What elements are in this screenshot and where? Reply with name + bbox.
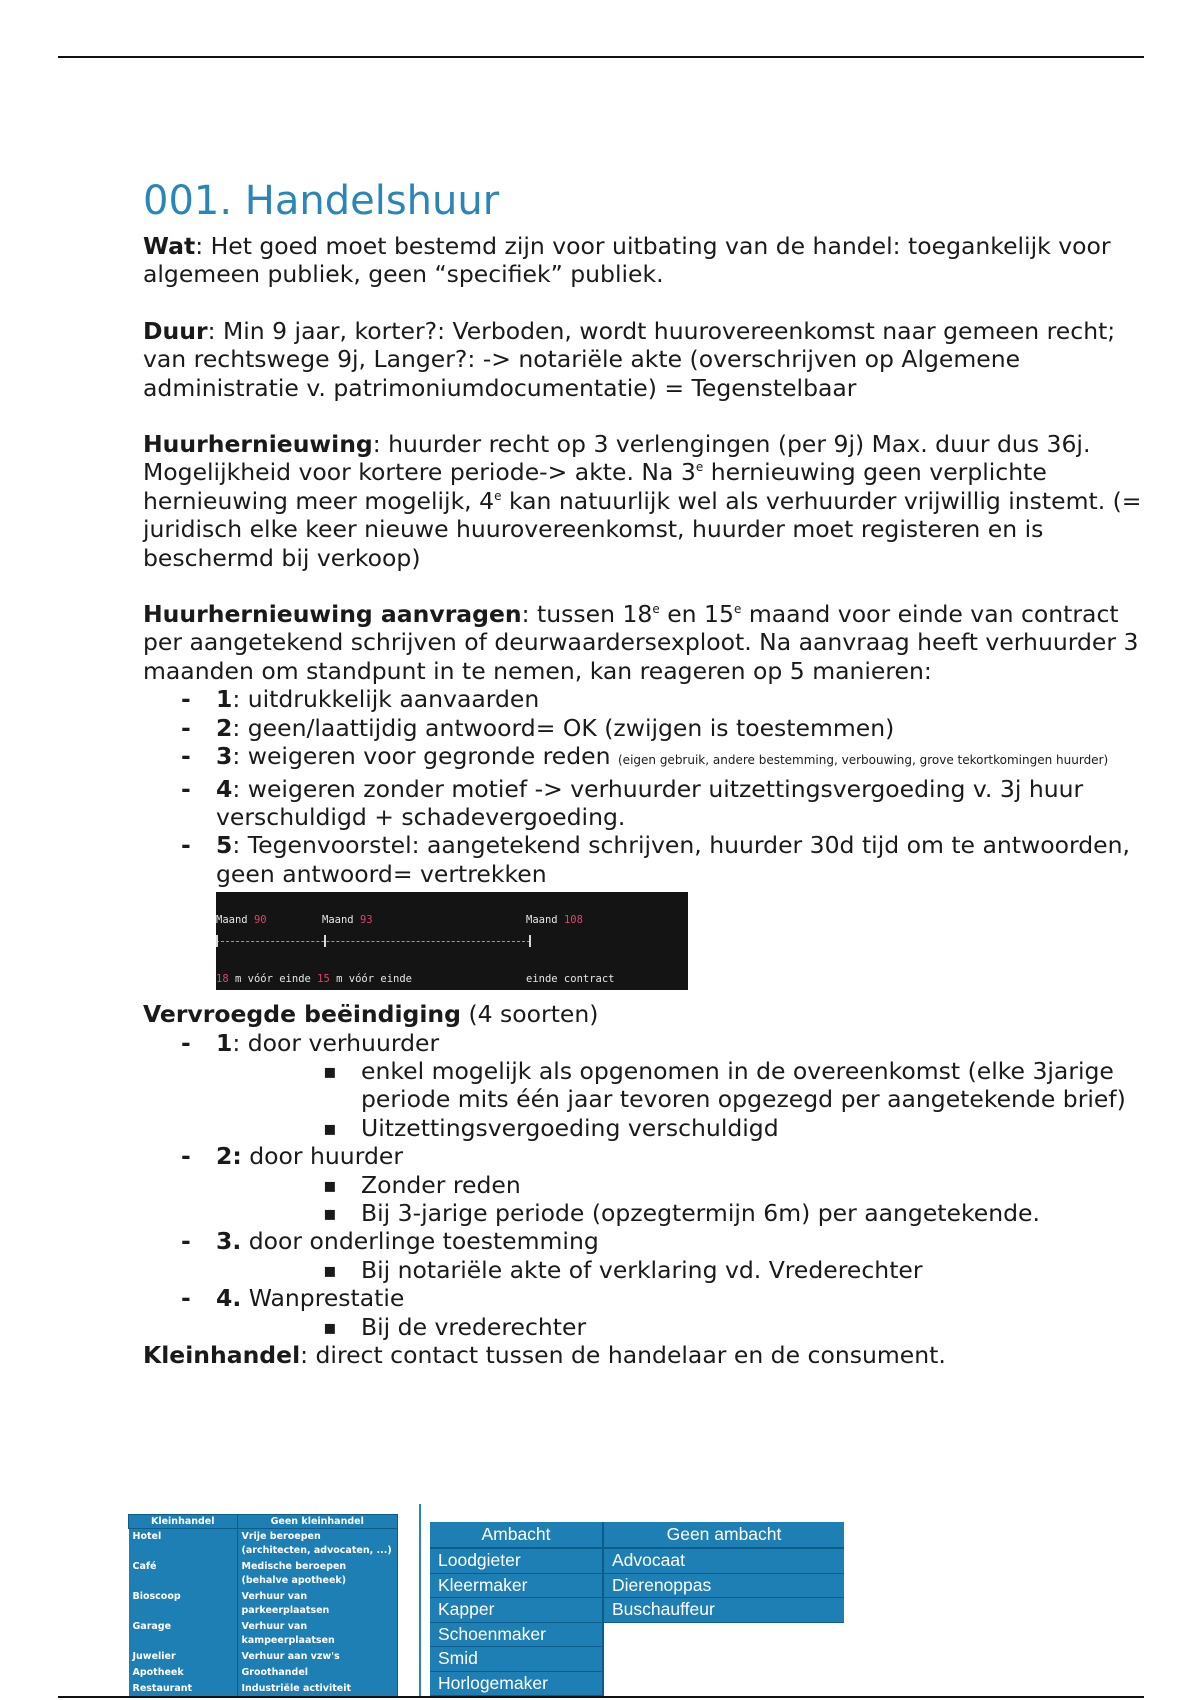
timeline-month-2: Maand 93 xyxy=(322,914,373,927)
superscript: e xyxy=(733,602,742,617)
table-row xyxy=(129,1649,398,1665)
table-row xyxy=(430,1598,844,1623)
termination-list xyxy=(143,1227,1143,1255)
table-row xyxy=(430,1647,844,1672)
table-cell: Café xyxy=(129,1559,238,1589)
list-item xyxy=(143,685,1143,713)
table-cell xyxy=(603,1647,844,1672)
column-divider xyxy=(419,1504,421,1698)
item-text: : door verhuurder xyxy=(232,1028,440,1057)
list-item xyxy=(143,1227,1143,1255)
table-cell: Horlogemaker xyxy=(430,1671,603,1696)
aanvragen-text-a: : tussen 18 xyxy=(521,600,653,629)
table-cell: Medische beroepen (behalve apotheek) xyxy=(237,1559,398,1589)
table-cell: Advocaat xyxy=(603,1548,844,1573)
item-text: : uitdrukkelijk aanvaarden xyxy=(232,685,540,714)
table-cell: Verhuur van parkeerplaatsen xyxy=(237,1589,398,1619)
item-number: 4. xyxy=(216,1284,242,1313)
vervroegde-suffix: (4 soorten) xyxy=(460,1000,599,1029)
table-cell: Garage xyxy=(129,1619,238,1649)
table-row xyxy=(430,1548,844,1573)
duur-text: : Min 9 jaar, korter?: Verboden, wordt huurovereenkomst naar gemeen recht; van rechtswege 9j, Langer?: -> notariële akte (overschrijven op Algemene administratie v. patrimoniumdocumentatie) = Tegenstelbaar xyxy=(143,316,1116,402)
termination-list xyxy=(143,1284,1143,1312)
termination-list xyxy=(143,1029,1143,1057)
top-rule xyxy=(58,56,1144,58)
wat-paragraph xyxy=(143,232,1143,289)
table-cell: Hotel xyxy=(129,1529,238,1560)
table-cell: Groothandel xyxy=(237,1665,398,1681)
item-number: 3 xyxy=(216,742,233,771)
item-text: door huurder xyxy=(241,1142,403,1171)
item-number: 1 xyxy=(216,1028,233,1057)
list-item xyxy=(143,1142,1143,1170)
superscript: e xyxy=(494,488,502,503)
timeline-tick xyxy=(216,935,218,947)
item-number: 2 xyxy=(216,713,233,742)
table-cell: Loodgieter xyxy=(430,1548,603,1573)
list-item xyxy=(143,742,1143,774)
sub-item: ▪ Zonder reden xyxy=(143,1171,1143,1199)
timeline-tick xyxy=(324,935,326,947)
hernieuwing-text-c: kan natuurlijk wel als verhuurder vrijwillig instemt. (= juridisch elke keer nieuwe huurovereenkomst, huurder moet registeren en is beschermd bij verkoop) xyxy=(143,486,1142,572)
item-text: : geen/laattijdig antwoord= OK (zwijgen is toestemmen) xyxy=(232,713,895,742)
wat-text: : Het goed moet bestemd zijn voor uitbating van de handel: toegankelijk voor algemeen publiek, geen “specifiek” publiek. xyxy=(143,232,1111,289)
sub-item: ▪ enkel mogelijk als opgenomen in de overeenkomst (elke 3jarige periode mits één jaar tevoren opgezegd per aangetekende brief) xyxy=(143,1057,1143,1114)
timeline-bottom-2: einde contract xyxy=(526,973,615,986)
table-cell: Bioscoop xyxy=(129,1589,238,1619)
table-row xyxy=(430,1622,844,1647)
item-number: 5 xyxy=(216,831,233,860)
table-cell: Restaurant xyxy=(129,1681,238,1697)
superscript: e xyxy=(695,460,704,475)
table-row xyxy=(430,1573,844,1598)
timeline-month-3: Maand 108 xyxy=(526,914,583,927)
sub-list xyxy=(143,1057,1143,1142)
table-header: Kleinhandel xyxy=(129,1515,238,1529)
timeline-month-1: Maand 90 xyxy=(216,914,267,927)
table-header: Geen kleinhandel xyxy=(237,1515,398,1529)
item-text: : Tegenvoorstel: aangetekend schrijven, huurder 30d tijd om te antwoorden, geen antwoord= vertrekken xyxy=(216,831,1130,888)
page-title: 001. Handelshuur xyxy=(143,178,500,224)
table-row xyxy=(129,1559,398,1589)
list-item xyxy=(143,775,1143,832)
wat-label: Wat xyxy=(143,232,196,260)
sub-list xyxy=(143,1171,1143,1228)
aanvragen-text-c: maand voor einde van contract per aangetekend schrijven of deurwaardersexploot. Na aanvraag heeft verhuurder 3 maanden om standpunt in te nemen, kan reageren op 5 manieren: xyxy=(143,600,1139,685)
list-item xyxy=(143,1284,1143,1312)
kleinhandel-label: Kleinhandel xyxy=(143,1341,301,1369)
table-header: Geen ambacht xyxy=(603,1522,844,1548)
item-text: : weigeren zonder motief -> verhuurder uitzettingsvergoeding v. 3j huur verschuldigd + schadevergoeding. xyxy=(216,774,1084,831)
sub-item: ▪ Bij 3-jarige periode (opzegtermijn 6m) per aangetekende. xyxy=(143,1199,1143,1227)
item-number: 2: xyxy=(216,1142,242,1171)
aanvragen-paragraph xyxy=(143,600,1143,685)
item-number: 1 xyxy=(216,685,233,714)
hernieuwing-text-a: : huurder recht op 3 verlengingen (per 9j) Max. duur dus 36j. Mogelijkheid voor kortere periode-> akte. Na 3 xyxy=(143,430,1091,487)
hernieuwing-paragraph xyxy=(143,430,1143,572)
table-cell: Industriële activiteit xyxy=(237,1681,398,1697)
kleinhandel-paragraph xyxy=(143,1341,1143,1369)
sub-item: ▪ Uitzettingsvergoeding verschuldigd xyxy=(143,1114,1143,1142)
superscript: e xyxy=(652,602,660,617)
list-item xyxy=(143,831,1143,888)
sub-item: ▪ Bij de vrederechter xyxy=(143,1313,1143,1341)
table-cell: Juwelier xyxy=(129,1649,238,1665)
termination-list xyxy=(143,1142,1143,1170)
aanvragen-text-b: en 15 xyxy=(659,600,734,629)
aanvragen-label: Huurhernieuwing aanvragen xyxy=(143,600,522,629)
table-row xyxy=(129,1619,398,1649)
table-row xyxy=(129,1529,398,1560)
sub-list xyxy=(143,1313,1143,1341)
timeline-line xyxy=(216,941,530,942)
table-cell xyxy=(603,1622,844,1647)
document-body xyxy=(143,176,1143,1369)
table-cell: Kleermaker xyxy=(430,1573,603,1598)
timeline-tick xyxy=(529,935,531,947)
list-item xyxy=(143,714,1143,742)
table-cell: Buschauffeur xyxy=(603,1598,844,1623)
duur-label: Duur xyxy=(143,316,208,345)
list-item xyxy=(143,1029,1143,1057)
table-cell: Dierenoppas xyxy=(603,1573,844,1598)
item-number: 3. xyxy=(216,1227,242,1256)
table-cell xyxy=(603,1671,844,1696)
table-cell: Kapper xyxy=(430,1598,603,1623)
ambacht-table xyxy=(430,1522,844,1696)
sub-item: ▪ Bij notariële akte of verklaring vd. Vrederechter xyxy=(143,1256,1143,1284)
timeline-bottom-1: 18 m vóór einde 15 m vóór einde xyxy=(216,973,413,986)
duur-paragraph xyxy=(143,317,1143,402)
table-cell: Verhuur aan vzw's xyxy=(237,1649,398,1665)
table-header: Ambacht xyxy=(430,1522,603,1548)
item-note: (eigen gebruik, andere bestemming, verbouwing, grove tekortkomingen huurder) xyxy=(618,753,1109,768)
item-text: : weigeren voor gegronde reden xyxy=(232,742,618,771)
table-row xyxy=(430,1671,844,1696)
hernieuwing-text-b: hernieuwing geen verplichte hernieuwing meer mogelijk, 4 xyxy=(143,458,1047,515)
vervroegde-heading xyxy=(143,1000,1143,1028)
bottom-rule xyxy=(58,1696,1144,1698)
table-row xyxy=(129,1681,398,1697)
timeline-image xyxy=(216,892,688,990)
table-row xyxy=(129,1589,398,1619)
item-number: 4 xyxy=(216,774,233,803)
table-cell: Verhuur van kampeerplaatsen xyxy=(237,1619,398,1649)
table-cell: Schoenmaker xyxy=(430,1622,603,1647)
vervroegde-label: Vervroegde beëindiging xyxy=(143,1000,461,1029)
table-row xyxy=(129,1665,398,1681)
item-text: Wanprestatie xyxy=(241,1284,405,1313)
sub-list xyxy=(143,1256,1143,1284)
kleinhandel-text: : direct contact tussen de handelaar en de consument. xyxy=(300,1341,946,1369)
kleinhandel-table xyxy=(128,1514,398,1697)
table-cell: Vrije beroepen (architecten, advocaten, ...) xyxy=(237,1529,398,1560)
table-cell: Smid xyxy=(430,1647,603,1672)
reaction-list xyxy=(143,685,1143,888)
item-text: door onderlinge toestemming xyxy=(241,1227,599,1256)
hernieuwing-label: Huurhernieuwing xyxy=(143,430,373,459)
table-cell: Apotheek xyxy=(129,1665,238,1681)
